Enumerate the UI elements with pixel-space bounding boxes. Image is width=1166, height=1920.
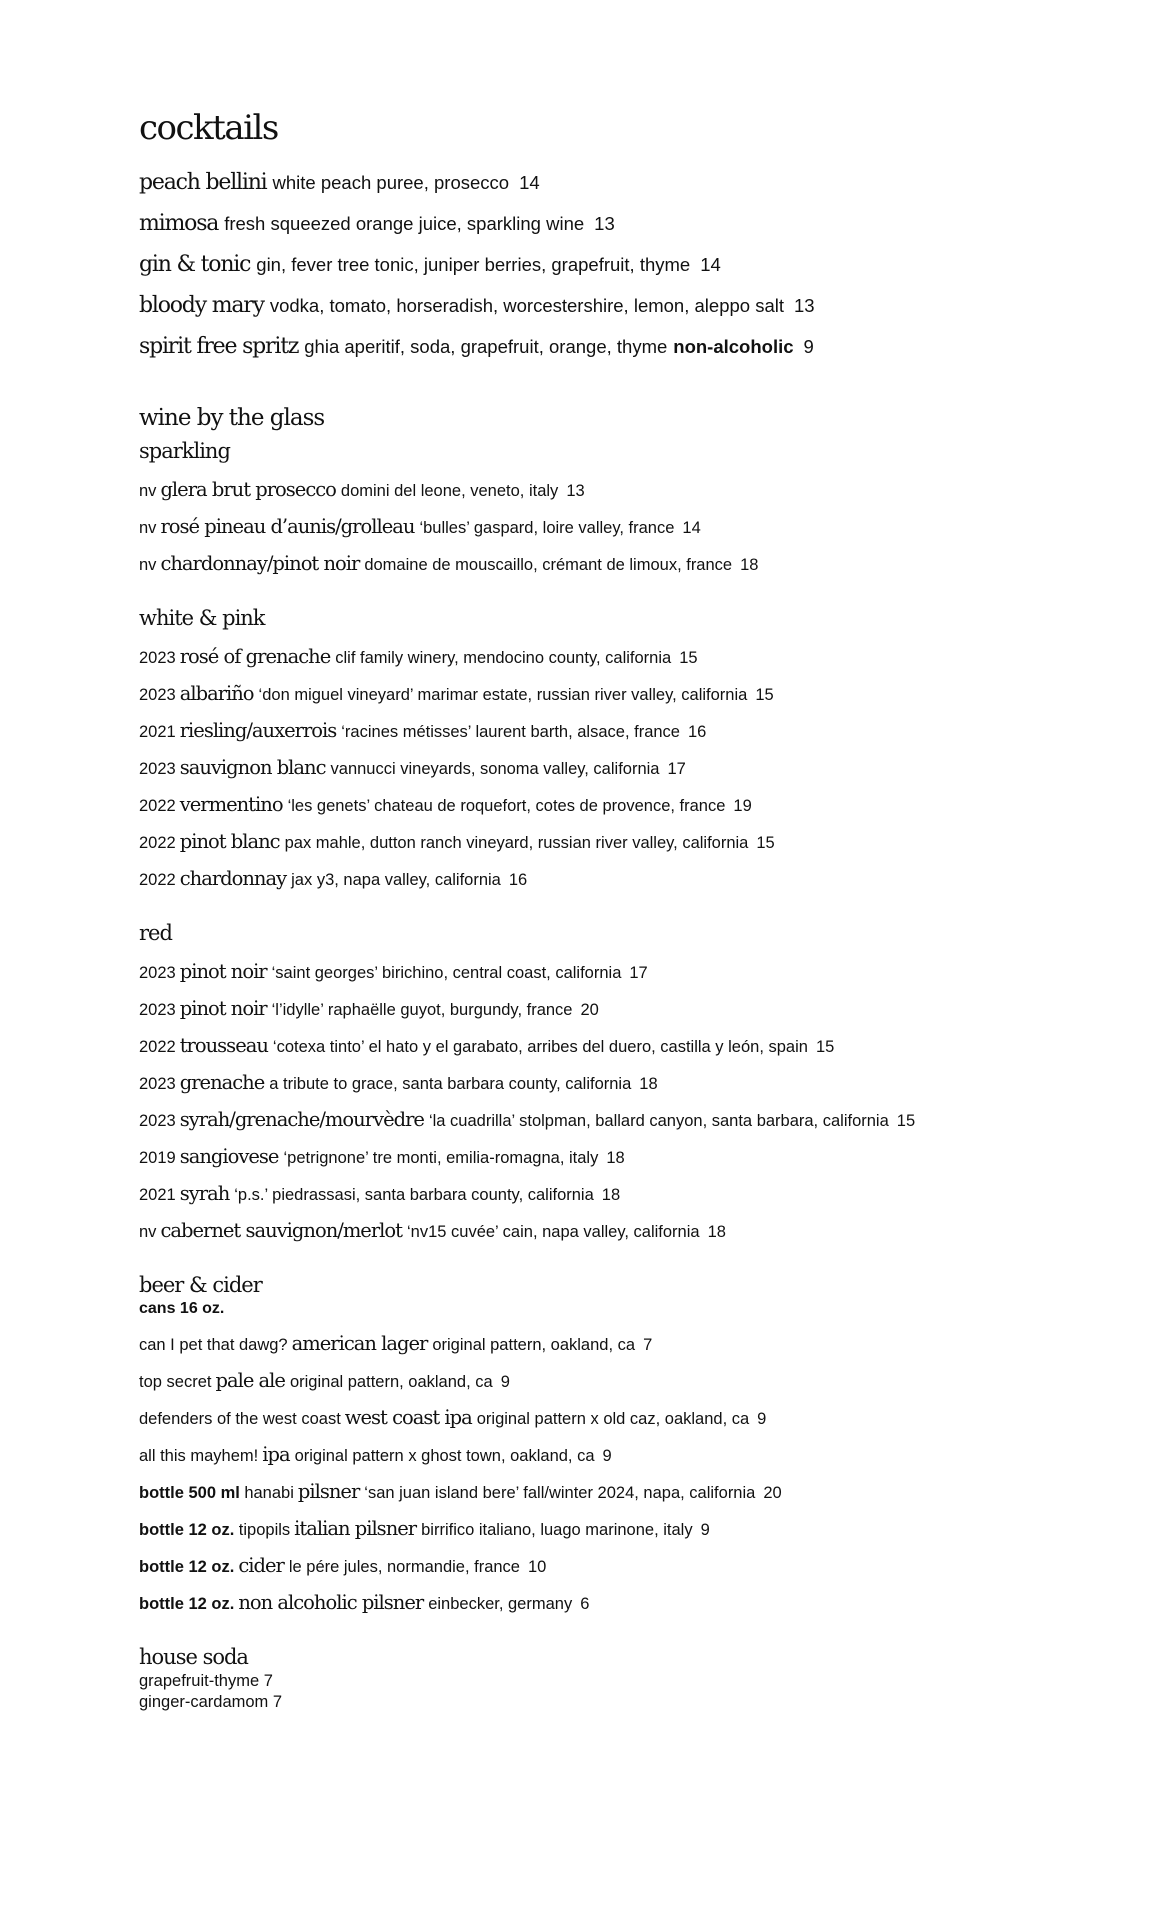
bottle-price: 10 xyxy=(528,1558,547,1576)
bottle-size: bottle 12 oz. xyxy=(139,1595,235,1613)
wine-name: chardonnay/pinot noir xyxy=(160,552,360,575)
bottle-desc: ‘san juan island bere’ fall/winter 2024, napa, california xyxy=(364,1484,756,1502)
bottle-brand: hanabi xyxy=(244,1484,294,1502)
soda-item: ginger-cardamom 7 xyxy=(139,1693,283,1711)
beer-item xyxy=(139,1362,1129,1399)
wine-price: 15 xyxy=(679,649,698,667)
wine-item xyxy=(139,471,1129,508)
wine-item xyxy=(139,749,1129,786)
wine-name: pinot noir xyxy=(179,997,267,1020)
wine-item xyxy=(139,1101,1129,1138)
wine-price: 15 xyxy=(755,686,774,704)
wine-section xyxy=(139,403,1129,1249)
wine-item xyxy=(139,1064,1129,1101)
soda-title: house soda xyxy=(139,1645,248,1669)
wine-desc: ‘saint georges’ birichino, central coast, california xyxy=(271,964,622,982)
wine-item xyxy=(139,1212,1129,1249)
beer-item xyxy=(139,1436,1129,1473)
cocktail-name: gin & tonic xyxy=(139,252,251,277)
wine-item xyxy=(139,786,1129,823)
beer-item xyxy=(139,1399,1129,1436)
wine-item xyxy=(139,1138,1129,1175)
bottle-item xyxy=(139,1510,1129,1547)
wine-desc: ‘la cuadrilla’ stolpman, ballard canyon, santa barbara, california xyxy=(428,1112,889,1130)
wine-item xyxy=(139,545,1129,582)
wine-vintage: 2022 xyxy=(139,834,176,852)
beer-desc: original pattern, oakland, ca xyxy=(289,1373,493,1391)
wine-vintage: nv xyxy=(139,482,157,500)
wine-desc: ‘nv15 cuvée’ cain, napa valley, california xyxy=(406,1223,700,1241)
sparkling-title: sparkling xyxy=(139,439,230,463)
wine-item xyxy=(139,508,1129,545)
wine-desc: ‘l’idylle’ raphaëlle guyot, burgundy, france xyxy=(271,1001,573,1019)
wine-price: 17 xyxy=(667,760,686,778)
bottle-size: bottle 500 ml xyxy=(139,1484,240,1502)
wine-vintage: 2021 xyxy=(139,723,176,741)
cocktail-desc: vodka, tomato, horseradish, worcestershire, lemon, aleppo salt xyxy=(269,295,784,316)
beer-brand: defenders of the west coast xyxy=(139,1410,341,1428)
wine-item xyxy=(139,823,1129,860)
cocktails-title: cocktails xyxy=(139,108,278,148)
white-pink-title: white & pink xyxy=(139,606,265,630)
wine-name: sauvignon blanc xyxy=(179,756,326,779)
wine-item xyxy=(139,638,1129,675)
soda-section xyxy=(139,1643,1129,1713)
bottle-name: pilsner xyxy=(297,1480,360,1503)
wine-vintage: 2023 xyxy=(139,1112,176,1130)
wine-name: glera brut prosecco xyxy=(160,478,336,501)
wine-price: 13 xyxy=(566,482,585,500)
wine-item xyxy=(139,860,1129,897)
wine-name: syrah/grenache/mourvèdre xyxy=(179,1108,424,1131)
cocktail-item xyxy=(139,285,1129,326)
bottle-size: bottle 12 oz. xyxy=(139,1558,235,1576)
wine-desc: clif family winery, mendocino county, california xyxy=(335,649,672,667)
beer-title: beer & cider xyxy=(139,1273,262,1297)
wine-vintage: nv xyxy=(139,519,157,537)
beer-price: 9 xyxy=(757,1410,767,1428)
beer-brand: top secret xyxy=(139,1373,212,1391)
wine-item xyxy=(139,1027,1129,1064)
wine-desc: a tribute to grace, santa barbara county, california xyxy=(269,1075,632,1093)
wine-name: pinot blanc xyxy=(179,830,280,853)
beer-price: 7 xyxy=(643,1336,653,1354)
cocktail-name: mimosa xyxy=(139,211,219,236)
beer-name: west coast ipa xyxy=(344,1406,472,1429)
beer-name: american lager xyxy=(291,1332,428,1355)
wine-name: grenache xyxy=(179,1071,265,1094)
wine-vintage: 2019 xyxy=(139,1149,176,1167)
wine-item xyxy=(139,953,1129,990)
wine-price: 18 xyxy=(639,1075,658,1093)
beer-name: ipa xyxy=(262,1443,290,1466)
wine-item xyxy=(139,1175,1129,1212)
bottle-desc: le pére jules, normandie, france xyxy=(288,1558,520,1576)
wine-price: 16 xyxy=(687,723,707,741)
wine-desc: ‘don miguel vineyard’ marimar estate, russian river valley, california xyxy=(258,686,748,704)
wine-desc: ‘bulles’ gaspard, loire valley, france xyxy=(419,519,675,537)
cocktail-price: 13 xyxy=(594,213,615,234)
beer-desc: original pattern x ghost town, oakland, ca xyxy=(294,1447,595,1465)
beer-price: 9 xyxy=(602,1447,612,1465)
wine-name: chardonnay xyxy=(179,867,287,890)
wine-item xyxy=(139,712,1129,749)
wine-price: 14 xyxy=(682,519,701,537)
wine-price: 17 xyxy=(629,964,648,982)
wine-price: 19 xyxy=(733,797,752,815)
beer-name: pale ale xyxy=(215,1369,285,1392)
red-title: red xyxy=(139,921,172,945)
wine-item xyxy=(139,675,1129,712)
wine-vintage: 2022 xyxy=(139,871,176,889)
wine-vintage: 2023 xyxy=(139,964,176,982)
wine-name: sangiovese xyxy=(179,1145,279,1168)
beer-desc: original pattern, oakland, ca xyxy=(432,1336,636,1354)
cocktail-desc: ghia aperitif, soda, grapefruit, orange, thyme xyxy=(304,336,668,357)
wine-vintage: nv xyxy=(139,556,157,574)
wine-desc: domini del leone, veneto, italy xyxy=(340,482,559,500)
soda-item: grapefruit-thyme 7 xyxy=(139,1672,273,1690)
wine-name: rosé pineau d’aunis/grolleau xyxy=(160,515,415,538)
cocktail-desc: fresh squeezed orange juice, sparkling wine xyxy=(224,213,585,234)
cocktail-name: peach bellini xyxy=(139,170,267,195)
wine-vintage: 2022 xyxy=(139,1038,176,1056)
wine-desc: ‘les genets’ chateau de roquefort, cotes de provence, france xyxy=(287,797,726,815)
wine-price: 18 xyxy=(606,1149,625,1167)
cocktail-item xyxy=(139,326,1129,367)
wine-vintage: 2023 xyxy=(139,1075,176,1093)
wine-vintage: 2023 xyxy=(139,1001,176,1019)
beer-item xyxy=(139,1325,1129,1362)
cocktail-price: 9 xyxy=(803,336,814,357)
wine-vintage: nv xyxy=(139,1223,157,1241)
wine-desc: ‘cotexa tinto’ el hato y el garabato, arribes del duero, castilla y león, spain xyxy=(272,1038,808,1056)
wine-name: cabernet sauvignon/merlot xyxy=(160,1219,402,1242)
wine-title: wine by the glass xyxy=(139,405,325,431)
wine-price: 16 xyxy=(508,871,528,889)
wine-desc: vannucci vineyards, sonoma valley, california xyxy=(330,760,660,778)
wine-desc: ‘p.s.’ piedrassasi, santa barbara county, california xyxy=(234,1186,594,1204)
bottle-item xyxy=(139,1473,1129,1510)
wine-desc: pax mahle, dutton ranch vineyard, russian river valley, california xyxy=(284,834,749,852)
beer-brand: all this mayhem! xyxy=(139,1447,259,1465)
wine-name: rosé of grenache xyxy=(179,645,331,668)
cocktail-item xyxy=(139,203,1129,244)
bottle-brand: tipopils xyxy=(238,1521,291,1539)
wine-vintage: 2023 xyxy=(139,686,176,704)
wine-name: vermentino xyxy=(179,793,283,816)
cocktail-price: 14 xyxy=(700,254,721,275)
wine-price: 15 xyxy=(756,834,775,852)
beer-desc: original pattern x old caz, oakland, ca xyxy=(476,1410,750,1428)
wine-vintage: 2023 xyxy=(139,649,176,667)
bottle-name: italian pilsner xyxy=(294,1517,417,1540)
wine-name: syrah xyxy=(179,1182,230,1205)
cocktail-item xyxy=(139,162,1129,203)
bottle-desc: birrifico italiano, luago marinone, italy xyxy=(421,1521,693,1539)
wine-price: 18 xyxy=(740,556,759,574)
wine-item xyxy=(139,990,1129,1027)
cocktail-price: 14 xyxy=(519,172,540,193)
cocktail-name: spirit free spritz xyxy=(139,334,299,359)
cocktail-desc: gin, fever tree tonic, juniper berries, grapefruit, thyme xyxy=(256,254,691,275)
wine-name: trousseau xyxy=(179,1034,268,1057)
cocktail-desc: white peach puree, prosecco xyxy=(272,172,510,193)
bottle-price: 20 xyxy=(763,1484,782,1502)
wine-desc: jax y3, napa valley, california xyxy=(291,871,501,889)
bottle-name: cider xyxy=(238,1554,284,1577)
beer-brand: can I pet that dawg? xyxy=(139,1336,288,1354)
cans-label: cans 16 oz. xyxy=(139,1300,225,1317)
cocktail-name: bloody mary xyxy=(139,293,264,318)
beer-section xyxy=(139,1271,1129,1621)
cocktail-price: 13 xyxy=(794,295,815,316)
cocktail-item xyxy=(139,244,1129,285)
wine-price: 15 xyxy=(815,1038,835,1056)
bottle-item xyxy=(139,1547,1129,1584)
wine-desc: ‘petrignone’ tre monti, emilia-romagna, italy xyxy=(283,1149,599,1167)
wine-price: 20 xyxy=(580,1001,599,1019)
wine-name: pinot noir xyxy=(179,960,267,983)
bottle-size: bottle 12 oz. xyxy=(139,1521,235,1539)
wine-desc: domaine de mouscaillo, crémant de limoux, france xyxy=(364,556,733,574)
wine-price: 18 xyxy=(601,1186,621,1204)
wine-price: 18 xyxy=(707,1223,726,1241)
wine-name: albariño xyxy=(179,682,254,705)
bottle-name: non alcoholic pilsner xyxy=(238,1591,424,1614)
wine-vintage: 2022 xyxy=(139,797,176,815)
wine-vintage: 2023 xyxy=(139,760,176,778)
non-alcoholic-tag: non-alcoholic xyxy=(673,336,794,357)
menu-page xyxy=(139,108,1129,1713)
bottle-price: 6 xyxy=(580,1595,590,1613)
bottle-item xyxy=(139,1584,1129,1621)
wine-vintage: 2021 xyxy=(139,1186,176,1204)
bottle-price: 9 xyxy=(700,1521,710,1539)
cocktails-section xyxy=(139,108,1129,367)
wine-name: riesling/auxerrois xyxy=(179,719,337,742)
beer-price: 9 xyxy=(500,1373,510,1391)
bottle-desc: einbecker, germany xyxy=(428,1595,573,1613)
wine-desc: ‘racines métisses’ laurent barth, alsace, france xyxy=(341,723,680,741)
wine-price: 15 xyxy=(896,1112,916,1130)
